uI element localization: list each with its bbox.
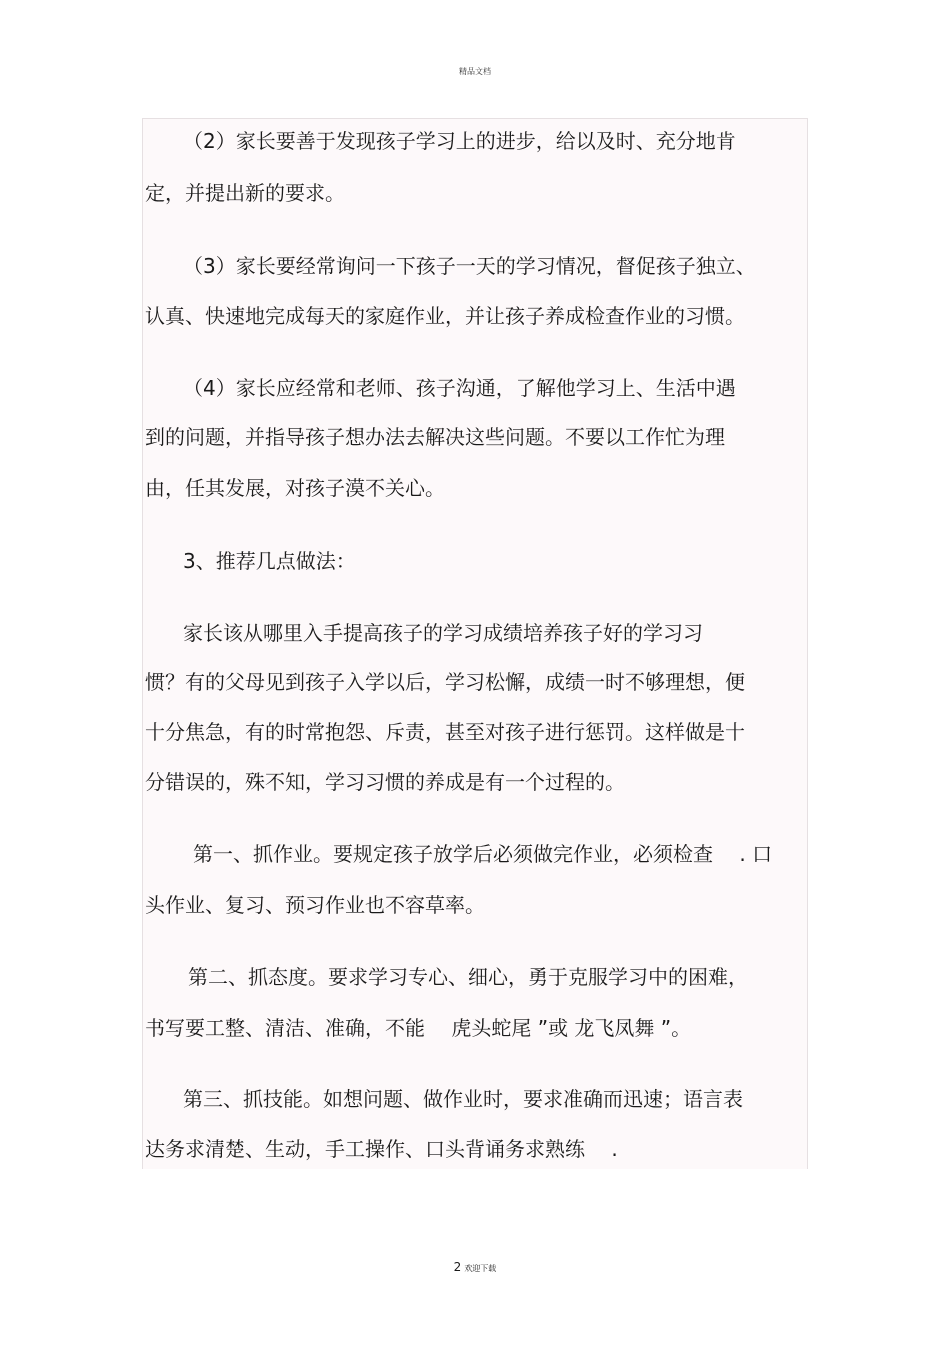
paragraph-line: 由，任其发展，对孩子漠不关心。 xyxy=(145,476,445,500)
paragraph-line: （2）家长要善于发现孩子学习上的进步，给以及时、充分地肯 xyxy=(183,129,736,153)
footer-text: 欢迎下载 xyxy=(464,1264,497,1273)
paragraph-line: 十分焦急，有的时常抱怨、斥责，甚至对孩子进行惩罚。这样做是十 xyxy=(145,720,745,744)
section-heading: 3、推荐几点做法： xyxy=(183,549,356,573)
paragraph-line: 书写要工整、清洁、准确，不能 虎头蛇尾 ”或 龙飞凤舞 ”。 xyxy=(145,1016,692,1040)
paragraph-line: （3）家长要经常询问一下孩子一天的学习情况，督促孩子独立、 xyxy=(183,254,756,278)
page-header: 精品文档 xyxy=(459,67,491,76)
page-number: 2 xyxy=(453,1260,462,1274)
paragraph-line: 达务求清楚、生动，手工操作、口头背诵务求熟练 . xyxy=(145,1137,618,1161)
paragraph-line: 第二、抓态度。要求学习专心、细心，勇于克服学习中的困难， xyxy=(188,965,748,989)
paragraph-line: 第三、抓技能。如想问题、做作业时，要求准确而迅速；语言表 xyxy=(183,1087,743,1111)
paragraph-line: 家长该从哪里入手提高孩子的学习成绩培养孩子好的学习习 xyxy=(183,621,703,645)
document-body xyxy=(142,118,808,1169)
paragraph-line: 第一、抓作业。要规定孩子放学后必须做完作业，必须检查 . 口 xyxy=(193,842,773,866)
paragraph-line: （4）家长应经常和老师、孩子沟通，了解他学习上、生活中遇 xyxy=(183,376,736,400)
paragraph-line: 到的问题，并指导孩子想办法去解决这些问题。不要以工作忙为理 xyxy=(145,425,725,449)
paragraph-line: 认真、快速地完成每天的家庭作业，并让孩子养成检查作业的习惯。 xyxy=(145,304,745,328)
paragraph-line: 惯？有的父母见到孩子入学以后，学习松懈，成绩一时不够理想，便 xyxy=(145,670,745,694)
paragraph-line: 分错误的，殊不知，学习习惯的养成是有一个过程的。 xyxy=(145,770,625,794)
page-footer xyxy=(0,1260,950,1274)
paragraph-line: 头作业、复习、预习作业也不容草率。 xyxy=(145,893,485,917)
paragraph-line: 定，并提出新的要求。 xyxy=(145,181,345,205)
